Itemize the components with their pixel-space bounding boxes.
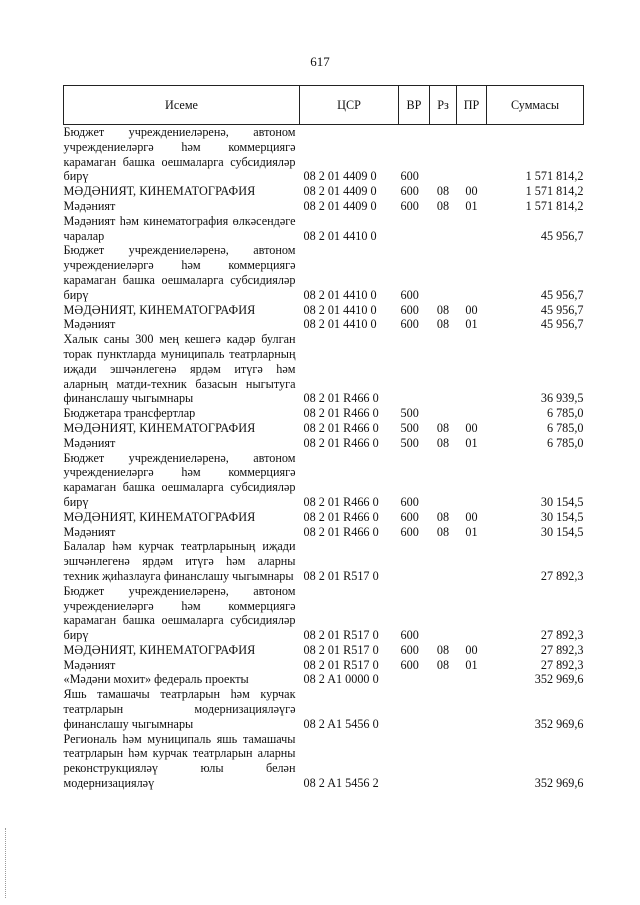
cell-pr (457, 125, 487, 185)
cell-vr: 600 (400, 287, 419, 302)
cell-name: Региональ һәм муниципаль яшь тамашачы театрларын һәм курчак театрларын аларны реконструкцияләү юлы белән модернизацияләү (63, 731, 296, 791)
cell-vr: 600 (400, 317, 419, 332)
cell-name: МӘДӘНИЯТ, КИНЕМАТОГРАФИЯ (63, 420, 256, 435)
cell-rz (430, 125, 457, 185)
cell-name: Мәдәният (63, 435, 116, 450)
table-row (64, 510, 584, 525)
cell-rz: 08 (436, 642, 450, 657)
margin-marks (5, 828, 8, 898)
cell-sum: 6 785,0 (546, 420, 584, 435)
cell-sum: 45 956,7 (540, 228, 584, 243)
cell-pr (457, 451, 487, 510)
cell-csr: 08 2 A1 5456 0 (303, 716, 379, 731)
cell-csr: 08 2 01 R517 0 (303, 568, 379, 583)
cell-name: МӘДӘНИЯТ, КИНЕМАТОГРАФИЯ (63, 302, 256, 317)
table-row (64, 125, 584, 185)
cell-pr (457, 584, 487, 643)
table-row (64, 243, 584, 302)
cell-pr: 00 (465, 184, 478, 199)
cell-rz: 08 (436, 435, 450, 450)
cell-vr (399, 672, 430, 687)
budget-table (63, 85, 584, 791)
table-body (64, 125, 584, 791)
cell-rz: 08 (436, 198, 450, 213)
cell-vr: 600 (400, 169, 419, 184)
cell-sum: 1 571 814,2 (525, 184, 584, 199)
cell-rz: 08 (436, 302, 450, 317)
cell-csr: 08 2 01 R517 0 (303, 628, 379, 643)
cell-pr (457, 214, 487, 244)
header-rz: Рз (430, 86, 457, 125)
cell-rz: 08 (436, 657, 450, 672)
table-row (64, 643, 584, 658)
cell-rz (430, 584, 457, 643)
table-header (64, 86, 584, 125)
cell-csr: 08 2 01 R517 0 (303, 642, 379, 657)
cell-pr: 00 (465, 420, 478, 435)
cell-vr (399, 732, 430, 791)
cell-sum: 1 571 814,2 (525, 169, 584, 184)
table-row (64, 199, 584, 214)
cell-vr: 600 (400, 302, 419, 317)
cell-pr: 01 (465, 657, 478, 672)
cell-sum: 30 154,5 (540, 509, 584, 524)
table-row (64, 451, 584, 510)
cell-csr: 08 2 01 R517 0 (303, 657, 379, 672)
cell-vr: 600 (400, 184, 419, 199)
cell-pr: 01 (465, 198, 478, 213)
cell-sum: 27 892,3 (540, 657, 584, 672)
cell-vr (399, 214, 430, 244)
cell-vr: 600 (400, 198, 419, 213)
cell-csr: 08 2 01 4409 0 (303, 198, 377, 213)
cell-csr: 08 2 01 R466 0 (303, 524, 379, 539)
cell-rz: 08 (436, 524, 450, 539)
cell-name: Балалар һәм курчак театрларының иҗади эшчәнлегенә ярдәм итүгә һәм аларны техник җиһазлауга финанслашу чыгымнары (63, 539, 296, 583)
cell-sum: 352 969,6 (534, 716, 584, 731)
cell-pr: 00 (465, 509, 478, 524)
cell-vr: 600 (400, 657, 419, 672)
cell-pr (457, 687, 487, 731)
cell-pr: 00 (465, 302, 478, 317)
page-number: 617 (310, 54, 330, 69)
cell-csr: 08 2 01 4410 0 (303, 287, 377, 302)
cell-name: Мәдәният (63, 198, 116, 213)
cell-rz: 08 (436, 509, 450, 524)
cell-csr: 08 2 01 4409 0 (303, 184, 377, 199)
cell-csr: 08 2 01 R466 0 (303, 509, 379, 524)
table-row (64, 687, 584, 731)
cell-name: Бюджет учреждениеләренә, автоном учреждениеләргә һәм коммерциягә карамаган башка оешмаларга субсидияләр бирү (63, 583, 296, 643)
header-csr: ЦСР (300, 86, 399, 125)
cell-name: Бюджет учреждениеләренә, автоном учреждениеләргә һәм коммерциягә карамаган башка оешмаларга субсидияләр бирү (63, 243, 296, 302)
cell-rz: 08 (436, 184, 450, 199)
cell-pr: 00 (465, 642, 478, 657)
cell-vr (399, 539, 430, 583)
header-sum: Суммасы (487, 86, 584, 125)
cell-csr: 08 2 01 4410 0 (303, 228, 377, 243)
cell-vr: 600 (400, 524, 419, 539)
table-row (64, 732, 584, 791)
cell-csr: 08 2 A1 5456 2 (303, 776, 379, 791)
cell-csr: 08 2 01 R466 0 (303, 406, 379, 421)
cell-name: Мәдәният (63, 524, 116, 539)
cell-pr: 01 (465, 524, 478, 539)
cell-pr (457, 732, 487, 791)
cell-vr: 600 (400, 509, 419, 524)
cell-vr: 500 (400, 435, 419, 450)
table-row (64, 214, 584, 244)
cell-vr: 500 (400, 406, 419, 421)
cell-rz (430, 672, 457, 687)
cell-rz (430, 732, 457, 791)
cell-vr: 600 (400, 642, 419, 657)
header-name: Исеме (64, 86, 300, 125)
table-row (64, 332, 584, 406)
cell-name: Мәдәният (63, 317, 116, 332)
cell-name: МӘДӘНИЯТ, КИНЕМАТОГРАФИЯ (63, 184, 256, 199)
cell-rz (430, 406, 457, 421)
cell-name: Мәдәният (63, 657, 116, 672)
table-row (64, 303, 584, 318)
cell-csr: 08 2 01 4410 0 (303, 317, 377, 332)
cell-pr: 01 (465, 317, 478, 332)
cell-sum: 27 892,3 (540, 568, 584, 583)
cell-pr (457, 406, 487, 421)
cell-name: Яшь тамашачы театрларын һәм курчак театрларын модернизацияләүгә финанслашу чыгымнары (63, 687, 296, 731)
cell-name: МӘДӘНИЯТ, КИНЕМАТОГРАФИЯ (63, 509, 256, 524)
cell-csr: 08 2 01 4410 0 (303, 302, 377, 317)
cell-sum: 27 892,3 (540, 642, 584, 657)
cell-sum: 352 969,6 (534, 672, 584, 687)
cell-vr (399, 332, 430, 406)
cell-sum: 27 892,3 (540, 628, 584, 643)
cell-rz (430, 687, 457, 731)
cell-pr: 01 (465, 435, 478, 450)
table-row (64, 421, 584, 436)
cell-pr (457, 243, 487, 302)
cell-vr: 600 (400, 494, 419, 509)
header-pr: ПР (457, 86, 487, 125)
cell-rz (430, 332, 457, 406)
cell-rz (430, 243, 457, 302)
cell-csr: 08 2 01 R466 0 (303, 391, 379, 406)
table-row (64, 539, 584, 583)
cell-sum: 45 956,7 (540, 287, 584, 302)
cell-name: Халык саны 300 мең кешегә кадәр булган торак пунктларда муниципаль театрларның иҗади эшчәнлегенә ярдәм итүгә һәм аларның матди-техник базасын ныгытуга финанслашу чыгымнары (63, 332, 296, 406)
cell-pr (457, 539, 487, 583)
cell-vr (399, 687, 430, 731)
cell-sum: 352 969,6 (534, 776, 584, 791)
cell-rz (430, 214, 457, 244)
cell-csr: 08 2 01 R466 0 (303, 420, 379, 435)
cell-csr: 08 2 A1 0000 0 (303, 672, 379, 687)
cell-sum: 6 785,0 (546, 406, 584, 421)
cell-rz (430, 451, 457, 510)
table-row (64, 406, 584, 421)
header-vr: ВР (399, 86, 430, 125)
cell-name: Мәдәният һәм кинематография өлкәсендәге чаралар (63, 213, 296, 243)
cell-vr: 600 (400, 628, 419, 643)
cell-rz (430, 539, 457, 583)
cell-sum: 1 571 814,2 (525, 198, 584, 213)
cell-name: Бюджетара трансфертлар (63, 406, 196, 421)
table-row (64, 525, 584, 540)
cell-sum: 45 956,7 (540, 317, 584, 332)
cell-rz: 08 (436, 317, 450, 332)
table-row (64, 584, 584, 643)
cell-sum: 30 154,5 (540, 494, 584, 509)
cell-vr: 500 (400, 420, 419, 435)
table-row (64, 658, 584, 673)
cell-csr: 08 2 01 4409 0 (303, 169, 377, 184)
table-row (64, 672, 584, 687)
cell-sum: 6 785,0 (546, 435, 584, 450)
table-row (64, 184, 584, 199)
cell-sum: 45 956,7 (540, 302, 584, 317)
table-row (64, 436, 584, 451)
cell-name: Бюджет учреждениеләренә, автоном учреждениеләргә һәм коммерциягә карамаган башка оешмаларга субсидияләр бирү (63, 450, 296, 509)
cell-name: Бюджет учреждениеләренә, автоном учреждениеләргә һәм коммерциягә карамаган башка оешмаларга субсидияләр бирү (63, 125, 296, 184)
cell-name: МӘДӘНИЯТ, КИНЕМАТОГРАФИЯ (63, 642, 256, 657)
cell-pr (457, 332, 487, 406)
cell-csr: 08 2 01 R466 0 (303, 435, 379, 450)
table-row (64, 317, 584, 332)
cell-sum: 30 154,5 (540, 524, 584, 539)
cell-pr (457, 672, 487, 687)
cell-sum: 36 939,5 (540, 391, 584, 406)
cell-csr: 08 2 01 R466 0 (303, 494, 379, 509)
cell-name: «Мәдәни мохит» федераль проекты (63, 672, 249, 687)
cell-rz: 08 (436, 420, 450, 435)
